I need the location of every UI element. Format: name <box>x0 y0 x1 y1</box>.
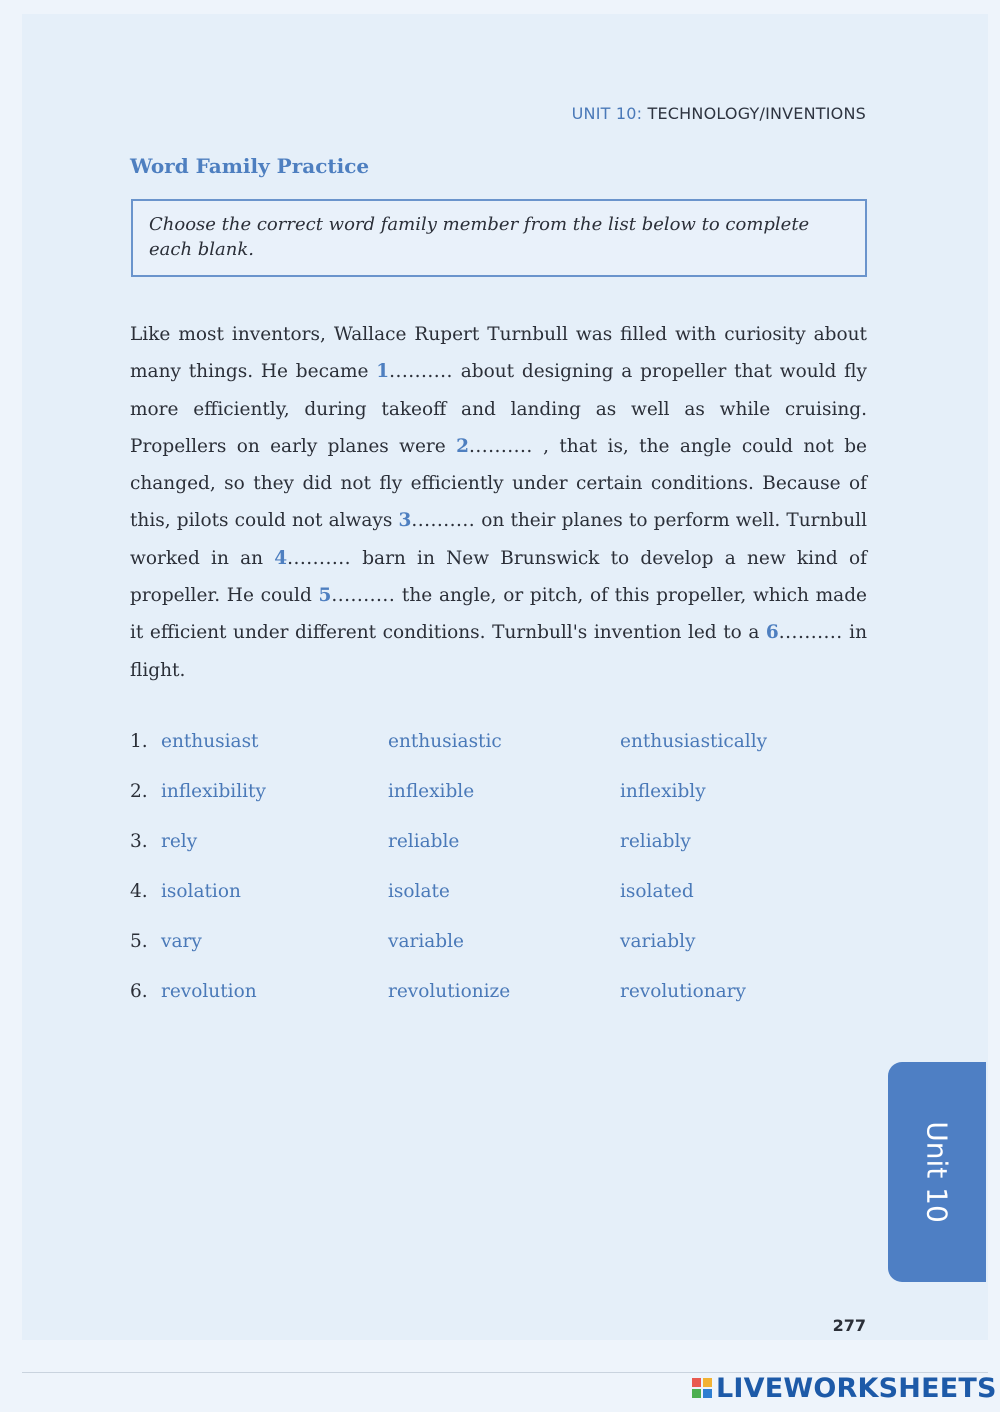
option-noun: isolation <box>161 881 241 902</box>
blank-number-4: 4 <box>274 547 288 569</box>
section-title: Word Family Practice <box>130 154 370 178</box>
option-number: 6. <box>130 981 148 1002</box>
blank-4[interactable]: .......... <box>287 547 351 569</box>
passage-text: in flight. <box>130 622 867 681</box>
passage-text: , that is, the angle could not be changed, so they did not fly efficiently under certain conditions. Because of this, pilots could not always <box>130 435 867 532</box>
option-noun: inflexibility <box>161 781 266 802</box>
option-number: 4. <box>130 881 148 902</box>
blank-number-5: 5 <box>318 585 332 607</box>
option-adjective: inflexible <box>388 781 475 802</box>
option-adjective: revolutionary <box>620 981 746 1002</box>
option-number: 1. <box>130 731 148 752</box>
option-adjective: variable <box>388 931 464 952</box>
unit-number: UNIT 10: <box>571 104 643 123</box>
blank-2[interactable]: .......... <box>468 435 533 457</box>
option-adjective: isolated <box>620 881 694 902</box>
passage-text: barn in New Brunswick to develop a new kind of propeller. He could <box>130 547 867 607</box>
blank-number-2: 2 <box>456 435 469 457</box>
blank-3[interactable]: .......... <box>411 510 476 532</box>
option-noun: revolution <box>161 981 257 1002</box>
option-verb: vary <box>161 931 202 952</box>
option-adverb: reliably <box>620 831 691 852</box>
option-adverb: variably <box>620 931 696 952</box>
page-number: 277 <box>832 1316 866 1335</box>
instruction-box <box>131 199 867 277</box>
option-number: 5. <box>130 931 148 952</box>
unit-side-tab <box>888 1062 986 1282</box>
option-row <box>130 777 870 827</box>
word-family-options <box>130 727 870 1027</box>
option-adjective: enthusiastic <box>388 731 502 752</box>
liveworksheets-logo <box>692 1374 997 1402</box>
brand-grid-icon <box>692 1378 712 1398</box>
passage-text: Like most inventors, Wallace Rupert Turnbull was filled with curiosity about many things. He became <box>130 324 867 383</box>
option-adverb: enthusiastically <box>620 731 768 752</box>
option-adverb: inflexibly <box>620 781 706 802</box>
blank-number-3: 3 <box>398 510 412 532</box>
brand-name: LIVEWORKSHEETS <box>716 1372 997 1404</box>
blank-number-6: 6 <box>765 622 779 644</box>
instruction-text: Choose the correct word family member from the list below to complete each blank. <box>149 214 810 260</box>
option-number: 2. <box>130 781 148 802</box>
option-row <box>130 927 870 977</box>
option-verb: rely <box>161 831 198 852</box>
blank-number-1: 1 <box>376 361 390 383</box>
option-noun: enthusiast <box>161 731 259 752</box>
blank-1[interactable]: .......... <box>389 361 453 383</box>
option-adjective: reliable <box>388 831 460 852</box>
unit-header <box>0 104 866 123</box>
option-number: 3. <box>130 831 148 852</box>
passage-text: the angle, or pitch, of this propeller, which made it efficient under different conditions. Turnbull's invention led to a <box>130 585 867 644</box>
blank-5[interactable]: .......... <box>331 585 396 607</box>
option-verb: revolutionize <box>388 981 511 1002</box>
unit-tab-label: Unit 10 <box>920 1121 954 1223</box>
passage <box>130 316 867 689</box>
option-row <box>130 977 870 1027</box>
option-row <box>130 827 870 877</box>
passage-text: about designing a propeller that would fly more efficiently, during takeoff and landing as well as while cruising. Propellers on early planes were <box>130 361 867 457</box>
passage-text: on their planes to perform well. Turnbull worked in an <box>130 510 867 569</box>
option-row <box>130 877 870 927</box>
option-verb: isolate <box>388 881 450 902</box>
unit-topic: TECHNOLOGY/INVENTIONS <box>642 104 866 123</box>
option-row <box>130 727 870 777</box>
blank-6[interactable]: .......... <box>778 622 843 644</box>
